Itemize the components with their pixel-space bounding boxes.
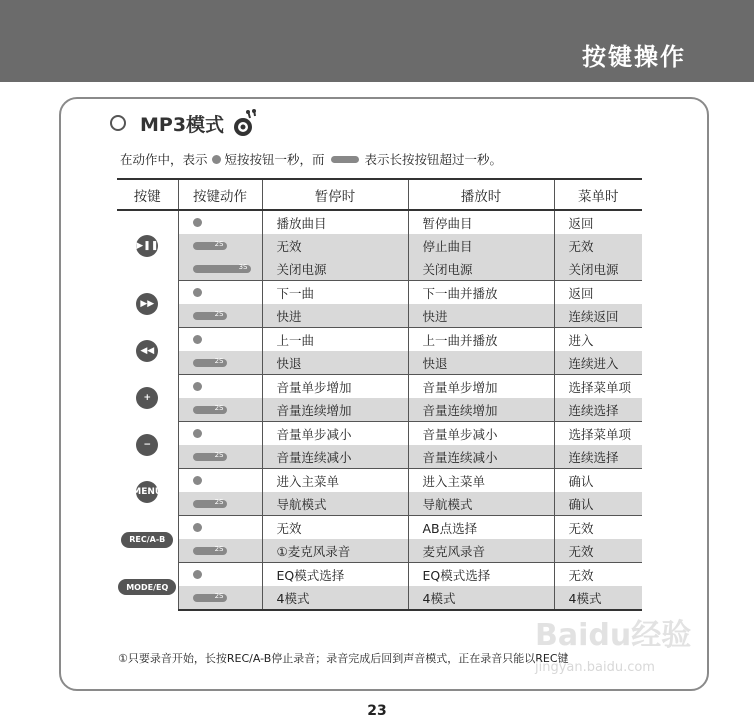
menu-cell: 无效 <box>554 539 642 563</box>
table-row <box>117 234 642 257</box>
table-header-row <box>117 179 642 210</box>
play-pause-icon: ▶❚❚ <box>136 235 158 257</box>
press-duration-label: 2S <box>214 404 224 412</box>
section-title: MP3模式 <box>140 113 225 136</box>
table-row <box>117 210 642 234</box>
action-cell <box>178 492 262 516</box>
key-cell <box>117 375 178 422</box>
action-cell <box>178 328 262 352</box>
press-duration-label: 2S <box>214 545 224 553</box>
long-press-bar-icon <box>193 242 227 250</box>
plus-icon: + <box>136 387 158 409</box>
key-cell <box>117 516 178 563</box>
action-cell <box>178 398 262 422</box>
play-cell: 暂停曲目 <box>408 210 554 234</box>
long-press-bar-icon <box>193 312 227 320</box>
menu-cell: 选择菜单项 <box>554 422 642 446</box>
note-after: 表示长按按钮超过一秒。 <box>364 152 503 167</box>
play-cell: 快退 <box>408 351 554 375</box>
play-cell: 上一曲并播放 <box>408 328 554 352</box>
action-cell <box>178 563 262 587</box>
long-press-bar-icon <box>193 453 227 461</box>
pause-cell: 上一曲 <box>262 328 408 352</box>
play-cell: EQ模式选择 <box>408 563 554 587</box>
page-number: 23 <box>367 703 387 719</box>
table-row <box>117 445 642 469</box>
press-duration-label: 2S <box>214 451 224 459</box>
menu-cell: 无效 <box>554 234 642 257</box>
table-row <box>117 539 642 563</box>
short-press-dot-icon <box>193 382 202 391</box>
press-duration-label: 2S <box>214 357 224 365</box>
table-row <box>117 586 642 610</box>
pause-cell: 音量单步增加 <box>262 375 408 399</box>
menu-cell: 确认 <box>554 469 642 493</box>
play-cell: 4模式 <box>408 586 554 610</box>
long-press-bar-icon <box>193 265 251 273</box>
section-header <box>110 108 260 138</box>
header-menu: 菜单时 <box>554 179 642 210</box>
pause-cell: 音量单步减小 <box>262 422 408 446</box>
action-cell <box>178 586 262 610</box>
next-icon: ▶▶ <box>136 293 158 315</box>
pause-cell: ①麦克风录音 <box>262 539 408 563</box>
play-cell: 麦克风录音 <box>408 539 554 563</box>
action-cell <box>178 445 262 469</box>
short-press-dot-icon <box>193 218 202 227</box>
note-mid: 短按按钮一秒，而 <box>224 152 325 167</box>
watermark-logo: Baidu经验 <box>535 618 692 653</box>
menu-cell: 返回 <box>554 281 642 305</box>
menu-cell: 连续选择 <box>554 445 642 469</box>
long-press-bar-icon <box>193 500 227 508</box>
menu-cell: 4模式 <box>554 586 642 610</box>
long-press-bar-icon <box>193 406 227 414</box>
key-cell <box>117 328 178 375</box>
prev-icon: ◀◀ <box>136 340 158 362</box>
play-cell: AB点选择 <box>408 516 554 540</box>
key-operation-table <box>117 178 642 611</box>
legend-note <box>120 150 502 168</box>
short-press-dot-icon <box>212 155 221 164</box>
pause-cell: 无效 <box>262 234 408 257</box>
table-row <box>117 422 642 446</box>
table-row <box>117 351 642 375</box>
menu-icon: MENU <box>136 481 158 503</box>
menu-cell: 关闭电源 <box>554 257 642 281</box>
menu-cell: 连续选择 <box>554 398 642 422</box>
play-cell: 进入主菜单 <box>408 469 554 493</box>
table-row <box>117 398 642 422</box>
pause-cell: 快进 <box>262 304 408 328</box>
pause-cell: 导航模式 <box>262 492 408 516</box>
press-duration-label: 2S <box>214 592 224 600</box>
mode-eq-icon: MODE/EQ <box>118 579 176 595</box>
header-key: 按键 <box>117 179 178 210</box>
play-cell: 停止曲目 <box>408 234 554 257</box>
press-duration-label: 3S <box>238 263 248 271</box>
action-cell <box>178 234 262 257</box>
footnote: ①只要录音开始，长按REC/A-B停止录音；录音完成后回到声音模式，正在录音只能以REC键 <box>118 652 569 665</box>
header-paused: 暂停时 <box>262 179 408 210</box>
short-press-dot-icon <box>193 476 202 485</box>
play-cell: 下一曲并播放 <box>408 281 554 305</box>
long-press-bar-icon <box>193 547 227 555</box>
play-cell: 关闭电源 <box>408 257 554 281</box>
action-cell <box>178 304 262 328</box>
action-cell <box>178 469 262 493</box>
music-note-icon <box>230 108 260 138</box>
short-press-dot-icon <box>193 429 202 438</box>
play-cell: 音量连续减小 <box>408 445 554 469</box>
header-playing: 播放时 <box>408 179 554 210</box>
table-row <box>117 516 642 540</box>
menu-cell: 连续返回 <box>554 304 642 328</box>
pause-cell: 无效 <box>262 516 408 540</box>
table-row <box>117 492 642 516</box>
pause-cell: 音量连续增加 <box>262 398 408 422</box>
menu-cell: 进入 <box>554 328 642 352</box>
table-row <box>117 304 642 328</box>
pause-cell: 关闭电源 <box>262 257 408 281</box>
short-press-dot-icon <box>193 570 202 579</box>
watermark-url: jingyan.baidu.com <box>535 660 655 675</box>
action-cell <box>178 351 262 375</box>
play-cell: 音量单步增加 <box>408 375 554 399</box>
long-press-bar-icon <box>331 156 359 163</box>
key-cell <box>117 422 178 469</box>
play-cell: 音量连续增加 <box>408 398 554 422</box>
action-cell <box>178 539 262 563</box>
table-row <box>117 328 642 352</box>
press-duration-label: 2S <box>214 240 224 248</box>
action-cell <box>178 281 262 305</box>
key-cell <box>117 563 178 611</box>
header-action: 按键动作 <box>178 179 262 210</box>
pause-cell: 快退 <box>262 351 408 375</box>
table-row <box>117 281 642 305</box>
pause-cell: 播放曲目 <box>262 210 408 234</box>
table-row <box>117 375 642 399</box>
long-press-bar-icon <box>193 359 227 367</box>
header-banner <box>0 0 754 82</box>
minus-icon: − <box>136 434 158 456</box>
short-press-dot-icon <box>193 523 202 532</box>
menu-cell: 确认 <box>554 492 642 516</box>
table-row <box>117 469 642 493</box>
rec-ab-icon: REC/A-B <box>121 532 173 548</box>
key-cell <box>117 469 178 516</box>
key-cell <box>117 281 178 328</box>
menu-cell: 无效 <box>554 563 642 587</box>
play-cell: 导航模式 <box>408 492 554 516</box>
table-row <box>117 563 642 587</box>
action-cell <box>178 422 262 446</box>
menu-cell: 无效 <box>554 516 642 540</box>
press-duration-label: 2S <box>214 498 224 506</box>
short-press-dot-icon <box>193 335 202 344</box>
note-before: 在动作中，表示 <box>120 152 208 167</box>
menu-cell: 连续进入 <box>554 351 642 375</box>
action-cell <box>178 516 262 540</box>
menu-cell: 返回 <box>554 210 642 234</box>
long-press-bar-icon <box>193 594 227 602</box>
table-row <box>117 257 642 281</box>
short-press-dot-icon <box>193 288 202 297</box>
pause-cell: 下一曲 <box>262 281 408 305</box>
press-duration-label: 2S <box>214 310 224 318</box>
pause-cell: 音量连续减小 <box>262 445 408 469</box>
action-cell <box>178 257 262 281</box>
play-cell: 音量单步减小 <box>408 422 554 446</box>
action-cell <box>178 375 262 399</box>
action-cell <box>178 210 262 234</box>
key-cell <box>117 210 178 281</box>
play-cell: 快进 <box>408 304 554 328</box>
page-title: 按键操作 <box>582 43 686 71</box>
menu-cell: 选择菜单项 <box>554 375 642 399</box>
pause-cell: EQ模式选择 <box>262 563 408 587</box>
bullet-ring-icon <box>110 115 126 131</box>
pause-cell: 4模式 <box>262 586 408 610</box>
pause-cell: 进入主菜单 <box>262 469 408 493</box>
